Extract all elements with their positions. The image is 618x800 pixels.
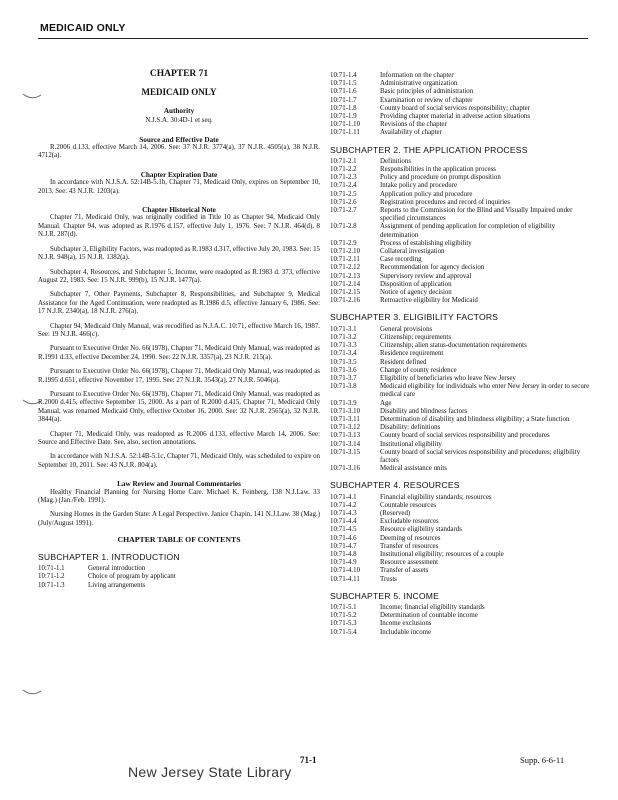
toc-row bbox=[330, 223, 592, 239]
history-para: Pursuant to Executive Order No. 66(1978), Chapter 71, Medicaid Only Manual, was readopted as R.1991 d.33, effective December 24, 1990. See: 22 N.J.R. 3357(a), 23 N.J.R. 215(a). bbox=[38, 345, 320, 361]
toc-title: CHAPTER TABLE OF CONTENTS bbox=[117, 535, 241, 545]
section-title: Providing chapter material in adverse action situations bbox=[380, 113, 531, 121]
toc-row bbox=[330, 88, 592, 96]
subchapter-heading: SUBCHAPTER 3. ELIGIBILITY FACTORS bbox=[330, 312, 499, 323]
section-number: 10:71-3.5 bbox=[330, 358, 357, 366]
section-number: 10:71-5.4 bbox=[330, 628, 357, 636]
toc-row bbox=[330, 400, 592, 408]
section-title: Policy and procedure on prompt disposition bbox=[380, 174, 501, 182]
toc-row bbox=[330, 342, 592, 350]
section-title: Revisions of the chapter bbox=[380, 121, 447, 129]
history-para: Subchapter 7, Other Payments, Subchapter 8, Responsibilities, and Subchapter 9, Medical Assistance for the Aged Continuation, were readopted as R.1986 d.5, effective January 6, 1986. See: 17 N.J.R. 2340(a), 18 N.J.R. 276(a). bbox=[38, 291, 320, 316]
history-para: Pursuant to Executive Order No. 66(1978), Chapter 71, Medicaid Only Manual, was readopted as R.2000 d.415, effective September 15, 2000. As a part of R.2000 d.415, Chapter 71, Medicaid Only Manual, was renamed Medicaid Only, effective October 16, 2000. See: 32 N.J.R. 2565(a), 32 N.J.R. 3844(a). bbox=[38, 390, 320, 424]
toc-block bbox=[330, 494, 592, 584]
toc-row bbox=[330, 551, 592, 559]
section-number: 10:71-2.5 bbox=[330, 190, 357, 198]
section-title: Choice of program by applicant bbox=[88, 573, 176, 581]
section-title: Case recording bbox=[380, 256, 422, 264]
toc-row bbox=[330, 281, 592, 289]
section-number: 10:71-3.1 bbox=[330, 325, 357, 333]
section-number: 10:71-1.6 bbox=[330, 88, 357, 96]
section-title: Income exclusions bbox=[380, 620, 432, 628]
toc-row bbox=[330, 526, 592, 534]
section-number: 10:71-3.14 bbox=[330, 440, 361, 448]
expiration-heading: Chapter Expiration Date bbox=[140, 170, 218, 179]
toc-row bbox=[330, 80, 592, 88]
section-number: 10:71-3.11 bbox=[330, 415, 360, 423]
section-title: General introduction bbox=[88, 565, 146, 573]
section-title: Supervisory review and approval bbox=[380, 272, 472, 280]
section-number: 10:71-2.7 bbox=[330, 207, 357, 215]
toc-row bbox=[330, 502, 592, 510]
margin-mark bbox=[22, 688, 42, 696]
section-title: Age bbox=[380, 399, 392, 407]
section-title: Includable income bbox=[380, 628, 432, 636]
supplement-date: Supp. 6-6-11 bbox=[520, 755, 565, 765]
section-number: 10:71-3.16 bbox=[330, 465, 361, 473]
toc-row bbox=[330, 494, 592, 502]
toc-row bbox=[330, 375, 592, 383]
history-para: Chapter 71, Medicaid Only, was readopted as R.2006 d.133, effective March 14, 2006. See: Source and Effective Date. See, also, section annotations. bbox=[38, 430, 320, 446]
toc-row bbox=[330, 264, 592, 272]
section-number: 10:71-2.8 bbox=[330, 223, 357, 231]
expiration-text: In accordance with N.J.S.A. 52:14B-5.1b, Chapter 71, Medicaid Only, expires on September 10, 2013. See: 43 N.J.R. 1203(a). bbox=[38, 179, 320, 195]
section-number: 10:71-2.3 bbox=[330, 174, 357, 182]
running-header: MEDICAID ONLY bbox=[40, 22, 126, 34]
section-number: 10:71-4.11 bbox=[330, 575, 360, 583]
section-number: 10:71-1.2 bbox=[38, 573, 65, 581]
toc-row bbox=[330, 543, 592, 551]
toc-row bbox=[330, 158, 592, 166]
header-rule bbox=[38, 38, 588, 39]
source-text: R.2006 d.133, effective March 14, 2006. See: 37 N.J.R. 3774(a), 37 N.J.R. 4505(a), 38 N.J.R. 4712(a). bbox=[38, 144, 320, 160]
history-para: Pursuant to Executive Order No. 66(1978), Chapter 71, Medicaid Only Manual, was readopted as R.1995 d.651, effective November 17, 1995. See: 27 N.J.R. 3543(a), 27 N.J.R. 5046(a). bbox=[38, 368, 320, 384]
toc-row bbox=[330, 199, 592, 207]
toc-row bbox=[330, 535, 592, 543]
section-title: Transfer of resources bbox=[380, 542, 439, 550]
section-title: Reports to the Commission for the Blind and Visually Impaired under specified circumstances bbox=[380, 207, 573, 223]
section-number: 10:71-2.14 bbox=[330, 280, 361, 288]
toc-row bbox=[330, 248, 592, 256]
toc-block bbox=[330, 158, 592, 306]
section-number: 10:71-2.2 bbox=[330, 166, 357, 174]
section-title: Basic principles of administration bbox=[380, 88, 474, 96]
toc-row bbox=[38, 565, 320, 573]
section-number: 10:71-2.6 bbox=[330, 198, 357, 206]
section-number: 10:71-2.15 bbox=[330, 289, 361, 297]
section-title: Application policy and procedure bbox=[380, 190, 473, 198]
section-title: Assignment of pending application for completion of eligibility determination bbox=[380, 223, 556, 239]
section-number: 10:71-1.11 bbox=[330, 129, 360, 137]
toc-row bbox=[330, 113, 592, 121]
section-number: 10:71-3.4 bbox=[330, 350, 357, 358]
law-review-heading: Law Review and Journal Commentaries bbox=[117, 480, 241, 489]
section-title: County board of social services responsibility and procedures; eligibility factors bbox=[380, 448, 581, 464]
page-number: 71-1 bbox=[300, 755, 317, 765]
toc-row bbox=[330, 207, 592, 223]
subchapter-heading: SUBCHAPTER 4. RESOURCES bbox=[330, 480, 460, 491]
toc-row bbox=[330, 350, 592, 358]
toc-row bbox=[330, 289, 592, 297]
section-title: Registration procedures and record of inquiries bbox=[380, 198, 510, 206]
section-title: Transfer of assets bbox=[380, 567, 429, 575]
section-number: 10:71-2.16 bbox=[330, 297, 361, 305]
section-title: Retroactive eligibility for Medicaid bbox=[380, 297, 478, 305]
toc-row bbox=[330, 256, 592, 264]
toc-row bbox=[330, 559, 592, 567]
section-number: 10:71-2.1 bbox=[330, 157, 357, 165]
section-title: Notice of agency decision bbox=[380, 289, 452, 297]
toc-row bbox=[330, 334, 592, 342]
authority-text: N.J.S.A. 30:4D-1 et seq. bbox=[145, 117, 213, 125]
section-title: (Reserved) bbox=[380, 509, 411, 517]
toc-row bbox=[330, 97, 592, 105]
toc-row bbox=[330, 432, 592, 440]
chapter-title: CHAPTER 71 bbox=[149, 69, 209, 79]
toc-row bbox=[330, 465, 592, 473]
section-title: Resource assessment bbox=[380, 559, 438, 567]
section-number: 10:71-4.2 bbox=[330, 501, 357, 509]
section-title: Citizenship; requirements bbox=[380, 333, 451, 341]
section-number: 10:71-4.3 bbox=[330, 509, 357, 517]
library-watermark: New Jersey State Library bbox=[128, 764, 292, 780]
section-number: 10:71-5.1 bbox=[330, 603, 357, 611]
section-title: Availability of chapter bbox=[380, 129, 442, 137]
section-number: 10:71-3.7 bbox=[330, 374, 357, 382]
section-title: Collateral investigation bbox=[380, 248, 445, 256]
right-column bbox=[330, 72, 592, 637]
toc-row bbox=[330, 576, 592, 584]
toc-row bbox=[330, 121, 592, 129]
section-number: 10:71-4.10 bbox=[330, 567, 361, 575]
section-title: Determination of disability and blindness eligibility; a State function bbox=[380, 415, 570, 423]
section-title: Citizenship; alien status-documentation requirements bbox=[380, 342, 527, 350]
toc-block bbox=[330, 604, 592, 637]
section-title: Excludable resources bbox=[380, 518, 439, 526]
toc-row bbox=[330, 182, 592, 190]
section-number: 10:71-4.4 bbox=[330, 518, 357, 526]
toc-row bbox=[330, 326, 592, 334]
section-number: 10:71-1.4 bbox=[330, 72, 357, 79]
toc-row bbox=[330, 416, 592, 424]
section-number: 10:71-4.9 bbox=[330, 559, 357, 567]
section-title: General provisions bbox=[380, 325, 433, 333]
section-number: 10:71-3.10 bbox=[330, 407, 361, 415]
section-number: 10:71-3.6 bbox=[330, 366, 357, 374]
section-number: 10:71-3.8 bbox=[330, 383, 357, 391]
section-number: 10:71-2.13 bbox=[330, 272, 361, 280]
toc-block bbox=[330, 326, 592, 474]
section-title: Income; financial eligibility standards bbox=[380, 603, 485, 611]
toc-row bbox=[330, 518, 592, 526]
section-number: 10:71-2.11 bbox=[330, 256, 360, 264]
authority-heading: Authority bbox=[163, 106, 195, 115]
toc-row bbox=[330, 359, 592, 367]
section-number: 10:71-5.2 bbox=[330, 612, 357, 620]
history-para: In accordance with N.J.S.A. 52:14B-5.1c, Chapter 71, Medicaid Only, was scheduled to expire on September 10, 2011. See: 43 N.J.R. 804(a). bbox=[38, 453, 320, 469]
section-number: 10:71-1.3 bbox=[38, 581, 65, 589]
section-number: 10:71-3.13 bbox=[330, 432, 361, 440]
toc-row bbox=[330, 567, 592, 575]
subchapter-heading: SUBCHAPTER 5. INCOME bbox=[330, 590, 440, 601]
section-number: 10:71-5.3 bbox=[330, 620, 357, 628]
section-title: County board of social services responsibility and procedures bbox=[380, 432, 550, 440]
section-number: 10:71-1.7 bbox=[330, 96, 357, 104]
section-number: 10:71-3.9 bbox=[330, 399, 357, 407]
toc-row bbox=[330, 105, 592, 113]
toc-row bbox=[330, 367, 592, 375]
section-title: Medical assistance units bbox=[380, 465, 447, 473]
toc-row bbox=[330, 424, 592, 432]
section-title: County board of social services responsibility; chapter bbox=[380, 104, 531, 112]
section-title: Definitions bbox=[380, 157, 412, 165]
toc-row bbox=[330, 166, 592, 174]
toc-row bbox=[330, 629, 592, 637]
section-number: 10:71-3.15 bbox=[330, 448, 361, 456]
section-number: 10:71-2.4 bbox=[330, 182, 357, 190]
section-number: 10:71-4.7 bbox=[330, 542, 357, 550]
toc-row bbox=[330, 612, 592, 620]
section-number: 10:71-3.3 bbox=[330, 342, 357, 350]
section-number: 10:71-4.8 bbox=[330, 550, 357, 558]
section-title: Financial eligibility standards; resources bbox=[380, 493, 492, 501]
section-title: Information on the chapter bbox=[380, 72, 454, 79]
section-title: Institutional eligibility bbox=[380, 440, 442, 448]
toc-row bbox=[330, 604, 592, 612]
toc-row bbox=[330, 129, 592, 137]
law-review-para: Nursing Homes in the Garden State: A Legal Perspective. Janice Chapin, 141 N.J.Law. 38 (Mag.) (July/August 1991). bbox=[38, 511, 320, 527]
section-title: Countable resources bbox=[380, 501, 437, 509]
law-review-para: Healthy Financial Planning for Nursing Home Care. Michael K. Feinberg, 138 N.J.Law. 33 (Mag.) (Jan./Feb. 1991). bbox=[38, 488, 320, 505]
history-heading: Chapter Historical Note bbox=[142, 206, 216, 215]
toc-row bbox=[330, 383, 592, 399]
section-title: Trusts bbox=[380, 575, 397, 583]
toc-row bbox=[38, 573, 320, 581]
toc-block bbox=[330, 72, 592, 138]
toc-row bbox=[330, 174, 592, 182]
section-title: Resource eligibility standards bbox=[380, 526, 462, 534]
section-number: 10:71-4.6 bbox=[330, 534, 357, 542]
left-column bbox=[38, 70, 320, 590]
toc-row bbox=[330, 240, 592, 248]
section-number: 10:71-2.9 bbox=[330, 239, 357, 247]
history-para: Chapter 71, Medicaid Only, was originally codified in Title 10 as Chapter 94, Medicaid Only Manual. Chapter 94, was adopted as R.1976 d.157, effective July 1, 1976. See: 7 N.J.R. 464(d), 8 N.J.R. 287(d). bbox=[38, 214, 320, 239]
section-title: Disposition of application bbox=[380, 280, 452, 288]
toc-row bbox=[330, 191, 592, 199]
section-title: Responsibilities in the application process bbox=[380, 166, 496, 174]
history-para: Subchapter 3, Eligibility Factors, was readopted as R.1983 d.317, effective July 20, 1983. See: 15 N.J.R. 948(a), 15 N.J.R. 1382(a). bbox=[38, 245, 320, 262]
section-title: Residence requirement bbox=[380, 350, 444, 358]
section-title: Intake policy and procedure bbox=[380, 182, 458, 190]
history-para: Chapter 94, Medicaid Only Manual, was recodified as N.J.A.C. 10:71, effective March 16, 1987. See: 19 N.J.R. 466(c). bbox=[38, 322, 320, 338]
section-number: 10:71-4.5 bbox=[330, 526, 357, 534]
section-title: Examination or review of chapter bbox=[380, 96, 473, 104]
section-title: Disability: definitions bbox=[380, 424, 441, 432]
section-title: Eligibility of beneficiaries who leave New Jersey bbox=[380, 374, 516, 382]
toc-row bbox=[330, 510, 592, 518]
section-number: 10:71-3.12 bbox=[330, 424, 361, 432]
section-number: 10:71-1.1 bbox=[38, 565, 65, 573]
section-title: Institutional eligibility; resources of a couple bbox=[380, 550, 504, 558]
toc-row bbox=[330, 72, 592, 80]
toc-row bbox=[330, 408, 592, 416]
section-number: 10:71-3.2 bbox=[330, 333, 357, 341]
section-number: 10:71-1.5 bbox=[330, 80, 357, 88]
section-title: Resident defined bbox=[380, 358, 427, 366]
section-number: 10:71-4.1 bbox=[330, 493, 357, 501]
section-number: 10:71-1.8 bbox=[330, 104, 357, 112]
section-number: 10:71-1.10 bbox=[330, 121, 361, 129]
toc-row bbox=[38, 582, 320, 590]
toc-row bbox=[330, 620, 592, 628]
toc-row bbox=[330, 441, 592, 449]
section-number: 10:71-1.9 bbox=[330, 113, 357, 121]
subchapter-heading: SUBCHAPTER 1. INTRODUCTION bbox=[38, 551, 180, 562]
toc-row bbox=[330, 273, 592, 281]
section-title: Deeming of resources bbox=[380, 534, 441, 542]
section-title: Process of establishing eligibility bbox=[380, 239, 472, 247]
toc-row bbox=[330, 449, 592, 465]
section-number: 10:71-2.10 bbox=[330, 248, 361, 256]
section-title: Recommendation for agency decision bbox=[380, 264, 485, 272]
subchapter-heading: SUBCHAPTER 2. THE APPLICATION PROCESS bbox=[330, 144, 528, 155]
section-title: Disability and blindness factors bbox=[380, 407, 468, 415]
source-heading: Source and Effective Date bbox=[139, 135, 219, 144]
toc-row bbox=[330, 297, 592, 305]
chapter-subtitle: MEDICAID ONLY bbox=[141, 87, 217, 98]
section-title: Determination of countable income bbox=[380, 612, 478, 620]
section-title: Medicaid eligibility for individuals who enter New Jersey in order to secure medical care bbox=[380, 383, 590, 399]
section-number: 10:71-2.12 bbox=[330, 264, 361, 272]
section-title: Living arrangements bbox=[88, 581, 146, 589]
section-title: Change of county residence bbox=[380, 366, 457, 374]
section-title: Administrative organization bbox=[380, 80, 458, 88]
history-para: Subchapter 4, Resources, and Subchapter 5, Income, were readopted as R.1983 d. 373, effective August 22, 1983. See: 15 N.J.R. 999(b), 15 N.J.R. 1477(a). bbox=[38, 268, 320, 284]
